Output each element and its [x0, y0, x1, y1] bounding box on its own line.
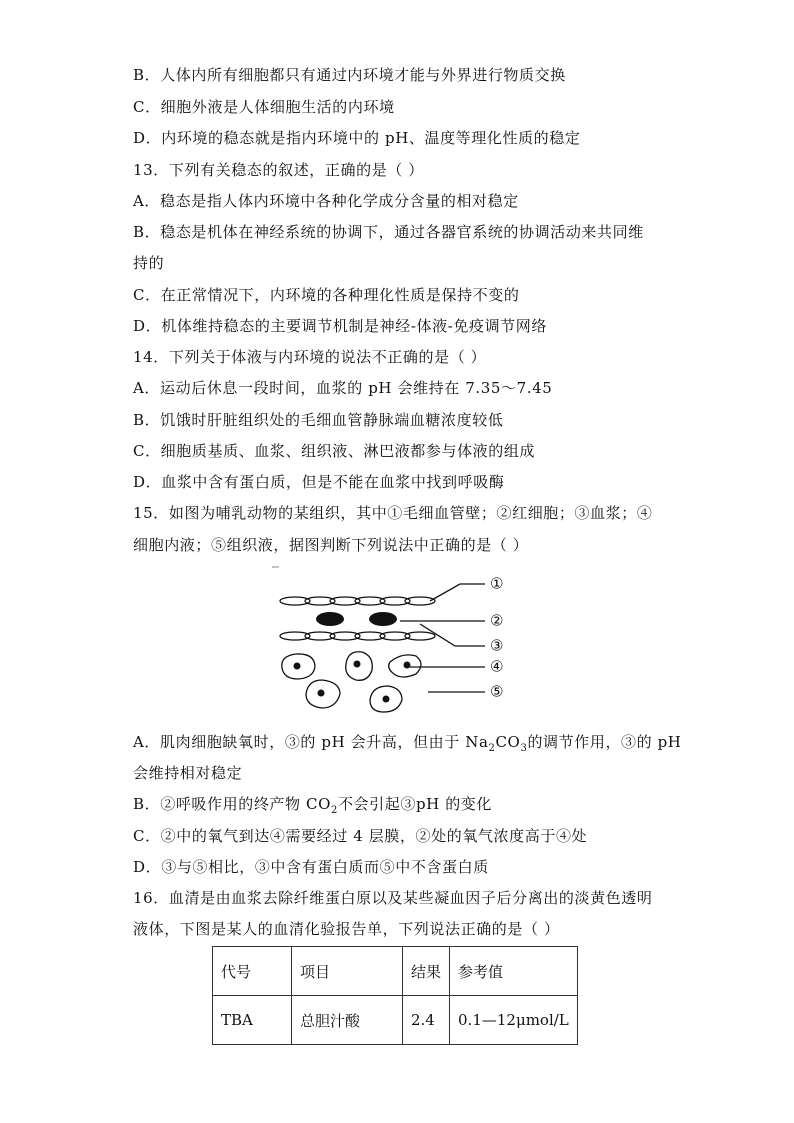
question-16-cont: 液体，下图是某人的血清化验报告单，下列说法正确的是（ ）	[133, 920, 560, 938]
q15-option-b: B．②呼吸作用的终产物 $CO_2$不会引起③pH 的变化	[133, 795, 492, 816]
header-reference: 参考值	[450, 947, 578, 996]
header-result: 结果	[403, 947, 450, 996]
q14-option-c: C．细胞质基质、血浆、组织液、淋巴液都参与体液的组成	[133, 442, 536, 460]
q13-option-b: B．稳态是机体在神经系统的协调下，通过各器官系统的协调活动来共同维	[133, 223, 644, 241]
label-3: ③	[490, 636, 504, 655]
q13-option-c: C．在正常情况下，内环境的各种理化性质是保持不变的	[133, 286, 520, 304]
question-14: 14．下列关于体液与内环境的说法不正确的是（ ）	[133, 348, 487, 366]
blood-report-table	[212, 946, 578, 1045]
tissue-diagram	[270, 566, 520, 716]
q15-option-a: A．肌肉细胞缺氧时，③的 pH 会升高，但由于 $Na_2CO_3$的调节作用，③的 pH	[133, 733, 682, 754]
question-16: 16．血清是由血浆去除纤维蛋白原以及某些凝血因子后分离出的淡黄色透明	[133, 889, 653, 907]
q15-option-a-cont: 会维持相对稳定	[133, 764, 243, 782]
label-5: ⑤	[490, 682, 504, 701]
q15-option-d: D．③与⑤相比，③中含有蛋白质而⑤中不含蛋白质	[133, 858, 489, 876]
header-item: 项目	[292, 947, 403, 996]
q15-option-c: C．②中的氧气到达④需要经过 4 层膜，②处的氧气浓度高于④处	[133, 827, 588, 845]
table-row	[213, 996, 578, 1045]
cell-item: 总胆汁酸	[292, 996, 403, 1045]
label-2: ②	[490, 611, 504, 630]
line-1: B．人体内所有细胞都只有通过内环境才能与外界进行物质交换	[133, 66, 566, 84]
cell-reference: 0.1—12μmol/L	[450, 996, 578, 1045]
cell-code: TBA	[213, 996, 292, 1045]
table-header-row	[213, 947, 578, 996]
question-13: 13．下列有关稳态的叙述，正确的是（ ）	[133, 161, 424, 179]
label-4: ④	[490, 657, 504, 676]
cell-result: 2.4	[403, 996, 450, 1045]
question-15-cont: 细胞内液；⑤组织液，据图判断下列说法中正确的是（ ）	[133, 536, 529, 554]
q13-option-a: A．稳态是指人体内环境中各种化学成分含量的相对稳定	[133, 192, 519, 210]
header-code: 代号	[213, 947, 292, 996]
label-1: ①	[490, 574, 504, 593]
q14-option-a: A．运动后休息一段时间，血浆的 pH 会维持在 7.35～7.45	[133, 379, 553, 397]
line-3: D．内环境的稳态就是指内环境中的 pH、温度等理化性质的稳定	[133, 129, 581, 147]
line-2: C．细胞外液是人体细胞生活的内环境	[133, 98, 395, 116]
question-15: 15．如图为哺乳动物的某组织，其中①毛细血管壁；②红细胞；③血浆；④	[133, 504, 653, 522]
q14-option-b: B．饥饿时肝脏组织处的毛细血管静脉端血糖浓度较低	[133, 411, 504, 429]
q14-option-d: D．血浆中含有蛋白质，但是不能在血浆中找到呼吸酶	[133, 473, 505, 491]
q13-option-d: D．机体维持稳态的主要调节机制是神经-体液-免疫调节网络	[133, 317, 547, 335]
q13-option-b-cont: 持的	[133, 254, 165, 272]
